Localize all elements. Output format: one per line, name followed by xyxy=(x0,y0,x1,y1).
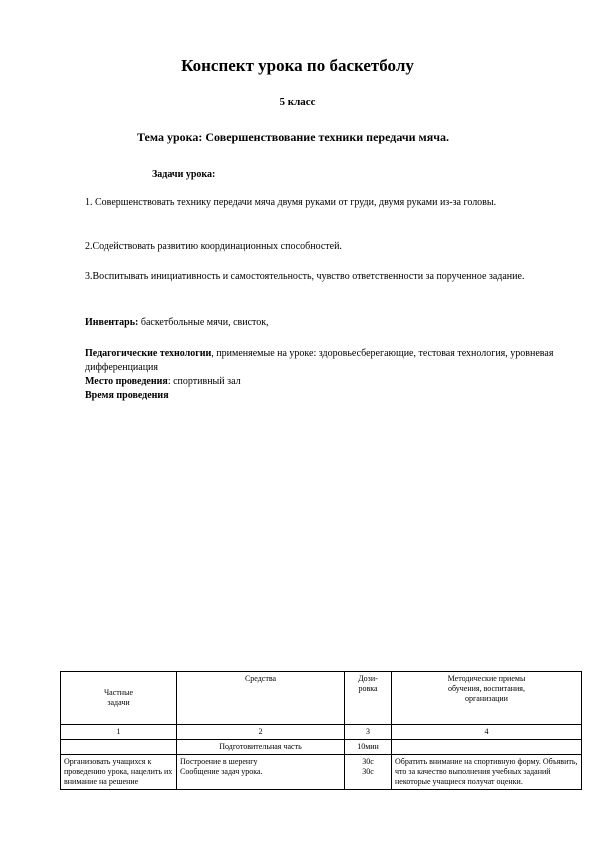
section-empty-cell xyxy=(61,740,177,755)
task-item-3: 3.Воспитывать инициативность и самостоятельность, чувство ответственности за порученное задание. xyxy=(85,271,525,282)
row-task: Организовать учащихся к проведению урока, нацелить их внимание на решение xyxy=(61,755,177,790)
place-line xyxy=(85,375,555,389)
lesson-topic: Тема урока: Совершенствование техники передачи мяча. xyxy=(137,130,449,144)
table-number-row xyxy=(61,725,582,740)
document-title: Конспект урока по баскетболу xyxy=(181,56,414,75)
col-number-3: 3 xyxy=(345,725,392,740)
task-item-2: 2.Содействовать развитию координационных способностей. xyxy=(85,241,342,252)
header-means: Средства xyxy=(177,672,345,725)
row-method: Обратить внимание на спортивную форму. Объявить, что за качество выполнения учебных заданий некоторые учащиеся получат оценки. xyxy=(392,755,582,790)
header-methods: Методические приемы обучения, воспитания, организации xyxy=(392,672,582,725)
time-label: Время проведения xyxy=(85,390,169,401)
grade-label: 5 класс xyxy=(279,96,316,108)
table-header-row xyxy=(61,672,582,725)
row-dose: 30с 30с xyxy=(345,755,392,790)
lesson-table xyxy=(60,671,582,790)
technologies-label: Педагогические технологии xyxy=(85,348,212,359)
inventory-line xyxy=(85,316,555,330)
place-label: Место проведения xyxy=(85,376,168,387)
technologies-line xyxy=(85,347,555,375)
table-row xyxy=(61,755,582,790)
col-number-1: 1 xyxy=(61,725,177,740)
col-number-4: 4 xyxy=(392,725,582,740)
inventory-value: баскетбольные мячи, свисток, xyxy=(138,317,269,328)
header-tasks: Частные задачи xyxy=(61,672,177,725)
task-item-1: 1. Совершенствовать технику передачи мяча двумя руками от груди, двумя руками из-за головы. xyxy=(85,197,497,208)
section-label: Подготовительная часть xyxy=(177,740,345,755)
place-value: : спортивный зал xyxy=(167,376,241,387)
table-section-row xyxy=(61,740,582,755)
header-dose: Дози- ровка xyxy=(345,672,392,725)
section-empty-cell-2 xyxy=(392,740,582,755)
section-dose: 10мин xyxy=(345,740,392,755)
col-number-2: 2 xyxy=(177,725,345,740)
tasks-heading: Задачи урока: xyxy=(152,169,216,180)
row-means: Построение в шеренгу Сообщение задач урока. xyxy=(177,755,345,790)
inventory-label: Инвентарь: xyxy=(85,317,139,328)
technologies-value: , применяемые на уроке: здоровьесберегающие, тестовая технология, уровневая дифференциация xyxy=(85,348,554,373)
